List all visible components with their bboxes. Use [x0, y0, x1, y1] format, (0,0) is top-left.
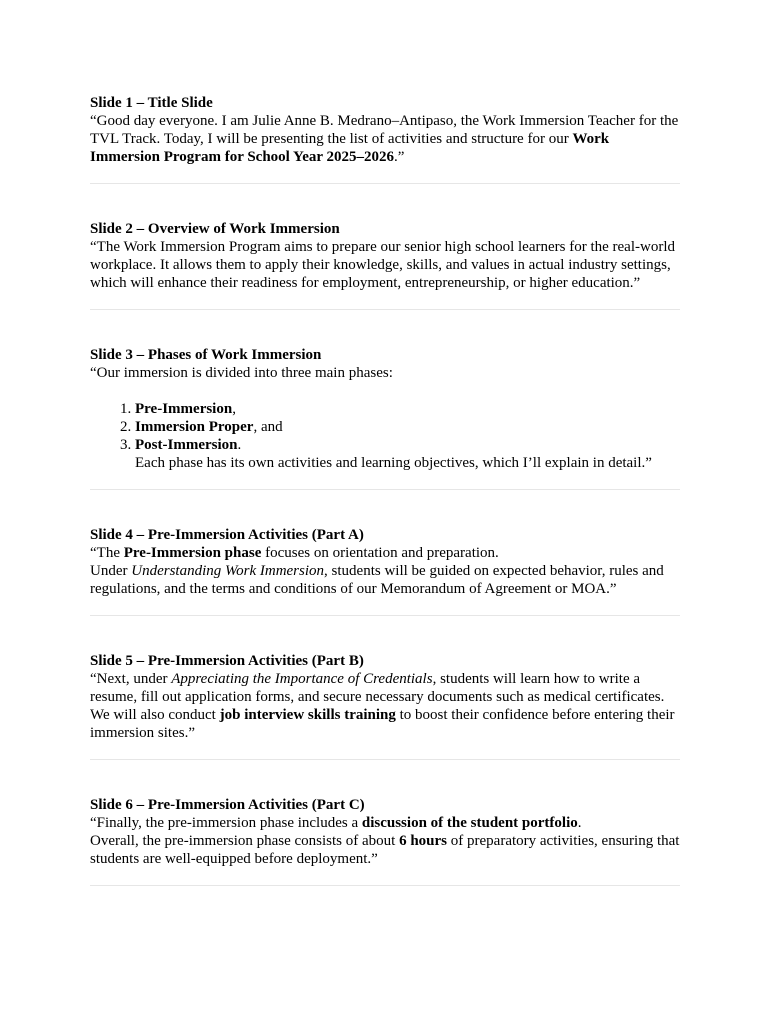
slide-1-program-name: Work Immersion Program for School Year 2025–2026	[90, 131, 610, 165]
slide-1-text-c: .”	[394, 149, 405, 165]
slide-6-bold-1: discussion of the student portfolio	[361, 815, 578, 831]
slide-6-paragraph-2	[90, 832, 680, 868]
slide-1-section	[90, 94, 680, 166]
phase-suffix: , and	[253, 419, 283, 435]
slide-3-title: Slide 3 – Phases of Work Immersion	[90, 347, 322, 363]
slide-4-text-e: , students will be guided on expected behavior, rules and regulations, and the terms and conditions of our Memorandum of Agreement or MOA.”	[90, 563, 664, 597]
divider	[90, 615, 680, 616]
slide-1-paragraph	[90, 112, 680, 166]
divider	[90, 183, 680, 184]
slide-4-bold: Pre-Immersion phase	[123, 545, 262, 561]
slide-5-text-a: “Next, under	[90, 671, 172, 687]
list-item	[135, 436, 680, 454]
slide-6-text-a: “Finally, the pre-immersion phase includes a	[90, 815, 362, 831]
slide-1-title: Slide 1 – Title Slide	[90, 95, 213, 111]
document-page	[90, 94, 680, 922]
slide-5-section	[90, 652, 680, 742]
slide-5-title: Slide 5 – Pre-Immersion Activities (Part B)	[90, 653, 364, 669]
list-item	[135, 418, 680, 436]
slide-6-paragraph-1	[90, 814, 680, 832]
slide-6-text-d: Overall, the pre-immersion phase consists of about	[90, 833, 400, 849]
divider	[90, 489, 680, 490]
phase-suffix: .	[237, 437, 242, 453]
slide-2-title: Slide 2 – Overview of Work Immersion	[90, 221, 340, 237]
divider	[90, 885, 680, 886]
slide-6-text-e: of preparatory activities, ensuring that students are well-equipped before deployment.”	[90, 833, 680, 867]
slide-4-text-a: “The	[90, 545, 124, 561]
slide-4-title: Slide 4 – Pre-Immersion Activities (Part A)	[90, 527, 364, 543]
slide-5-paragraph	[90, 670, 680, 742]
slide-4-text-c: focuses on orientation and preparation.	[261, 545, 499, 561]
slide-4-text-d: Under	[90, 563, 132, 579]
slide-4-italic: Understanding Work Immersion	[131, 563, 325, 579]
phase-name: Pre-Immersion	[135, 401, 233, 417]
slide-4-paragraph-1	[90, 544, 680, 562]
slide-5-text-c: , students will learn how to write a resume, fill out application forms, and secure necessary documents such as medical certificates. We will also conduct	[90, 671, 665, 723]
slide-5-text-d: to boost their confidence before entering their immersion sites.”	[90, 707, 675, 741]
slide-3-closing: Each phase has its own activities and learning objectives, which I’ll explain in detail.”	[135, 455, 652, 471]
slide-5-italic: Appreciating the Importance of Credentials	[171, 671, 433, 687]
divider	[90, 309, 680, 310]
slide-2-paragraph: “The Work Immersion Program aims to prepare our senior high school learners for the real-world workplace. It allows them to apply their knowledge, skills, and values in actual industry settings, which will enhance their readiness for employment, entrepreneurship, or higher education.”	[90, 239, 675, 291]
phase-name: Immersion Proper	[135, 419, 254, 435]
slide-3-section	[90, 346, 680, 472]
slide-6-text-c: .	[577, 815, 582, 831]
slide-1-text-a: “Good day everyone. I am Julie Anne B. Medrano–Antipaso, the Work Immersion Teacher for the TVL Track. Today, I will be presenting the list of activities and structure for our	[90, 113, 679, 147]
phase-name: Post-Immersion	[135, 437, 238, 453]
slide-3-intro: “Our immersion is divided into three main phases:	[90, 365, 393, 381]
phase-suffix: ,	[232, 401, 236, 417]
slide-4-section	[90, 526, 680, 598]
phases-list	[90, 400, 680, 454]
slide-6-section	[90, 796, 680, 868]
slide-2-section	[90, 220, 680, 292]
slide-4-paragraph-2	[90, 562, 680, 598]
slide-6-bold-2: 6 hours	[399, 833, 448, 849]
divider	[90, 759, 680, 760]
list-item	[135, 400, 680, 418]
slide-6-title: Slide 6 – Pre-Immersion Activities (Part C)	[90, 797, 365, 813]
slide-5-bold: job interview skills training	[219, 707, 396, 723]
